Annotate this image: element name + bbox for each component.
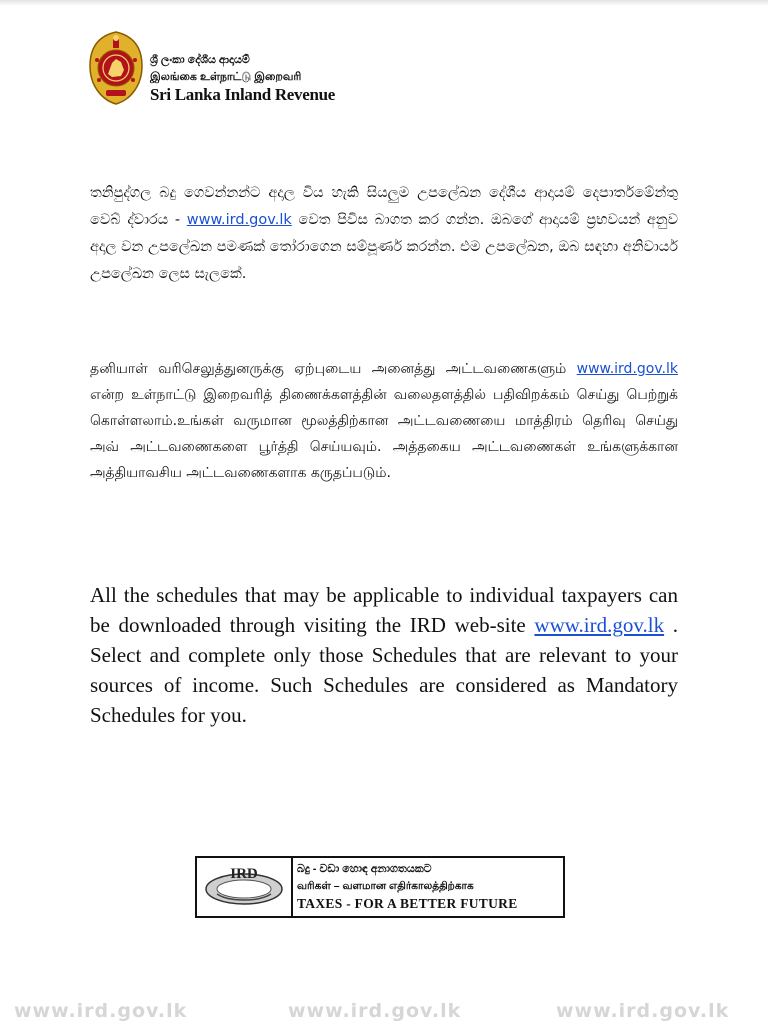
- footer-url-2: www.ird.gov.lk: [288, 1000, 462, 1022]
- english-text-part-2: . Select and complete only those Schedules that are relevant to your sources of income. Such Schedules are considered as Mandatory Schedules for you.: [90, 613, 679, 727]
- sinhala-text-part-2: වෙත පිවිස බාගත කර ගන්න. ඔබගේ ආදායම් ප්‍රභවයන් අනුව අදාල වන උපලේඛන පමණක් තෝරාගෙන සම්පූර්ණ කරන්න. එම උපලේඛන, ඔබ සඳහා අනිවාර්ය උපලේඛන ලෙස සැලකේ.: [90, 212, 678, 282]
- sinhala-paragraph: [90, 180, 678, 288]
- english-paragraph: [90, 580, 678, 730]
- header-english-title: Sri Lanka Inland Revenue: [150, 85, 336, 104]
- banner-sinhala-slogan: බදු - වඩා හොඳ අනාගතයකට: [297, 863, 432, 875]
- header-sinhala-title: ශ්‍රී ලංකා දේශීය ආදායම්: [150, 54, 250, 66]
- english-text-part-1: All the schedules that may be applicable to individual taxpayers can be downloaded through visiting the IRD web-site: [90, 583, 678, 637]
- sinhala-text-part-1: තනිපුද්ගල බදු ගෙවන්නන්ට අදාල විය හැකි සියලුම උපලේඛන දේශීය ආදායම් දෙපාර්තමේන්තු වෙබ් ද්වාරය -: [90, 185, 678, 228]
- tamil-text-part-2: என்ற உள்நாட்டு இறைவரித் திணைக்களத்தின் வலைதளத்தில் பதிவிறக்கம் செய்து பெற்றுக் கொள்ளலாம்.உங்கள் வருமான மூலத்திற்கான அட்டவணையை மாத்திரம் தெரிவு செய்து அவ் அட்டவணைகளை பூர்த்தி செய்யவும். அத்தகைய அட்டவணைகள் உங்களுக்கான அத்தியாவசிய அட்டவணைகளாக கருதப்படும்.: [90, 387, 678, 481]
- ird-logo-icon: [197, 858, 293, 916]
- footer-url-3: www.ird.gov.lk: [556, 1000, 730, 1022]
- tamil-paragraph: [90, 356, 678, 486]
- document-header: [86, 30, 386, 110]
- header-tamil-title: இலங்கை உள்நாட்டு இறைவரி: [150, 71, 302, 83]
- ird-logo-text: IRD: [230, 866, 258, 882]
- sri-lanka-emblem-icon: [86, 30, 146, 106]
- footer-url-1: www.ird.gov.lk: [14, 1000, 188, 1022]
- banner-tamil-slogan: வரிகள் – வளமான எதிர்காலத்திற்காக: [297, 880, 474, 892]
- english-ird-link[interactable]: www.ird.gov.lk: [534, 613, 665, 637]
- tamil-text-part-1: தனியாள் வரிசெலுத்துனருக்கு ஏற்புடைய அனைத்து அட்டவணைகளும்: [90, 361, 577, 377]
- tamil-ird-link[interactable]: www.ird.gov.lk: [576, 361, 678, 377]
- sinhala-ird-link[interactable]: www.ird.gov.lk: [186, 212, 292, 228]
- footer-watermark: [0, 996, 768, 1024]
- banner-english-slogan: TAXES - FOR A BETTER FUTURE: [297, 896, 518, 911]
- top-border-strip: [0, 0, 768, 6]
- tax-slogan-banner: [195, 856, 565, 918]
